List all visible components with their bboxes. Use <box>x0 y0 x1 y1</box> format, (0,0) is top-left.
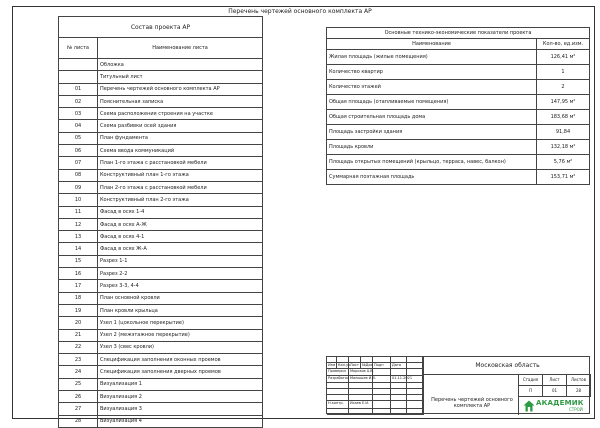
indicators-table-body <box>327 50 590 185</box>
sheet-number: 03 <box>59 108 98 120</box>
stamp-h-sheet: Лист <box>543 375 567 386</box>
sheet-name: Узел 2 (межэтажное перекрытие) <box>98 329 263 341</box>
table-row <box>59 95 263 107</box>
stamp-cell <box>407 409 423 415</box>
table-row <box>59 218 263 230</box>
sheet-number: 11 <box>59 206 98 218</box>
indicator-name: Суммарная поэтажная площадь <box>327 170 537 185</box>
sheet-number: 14 <box>59 243 98 255</box>
table-row <box>59 354 263 366</box>
stamp-v-stadiya: П <box>519 386 543 397</box>
indicator-name: Общая площадь (отапливаемые помещения) <box>327 95 537 110</box>
table-row <box>59 304 263 316</box>
sheet-name: План 2-го этажа с расстановкой мебели <box>98 181 263 193</box>
sheet-number: 01 <box>59 83 98 95</box>
sheet-number: 27 <box>59 403 98 415</box>
stamp-role-proveril: Проверил <box>327 369 349 376</box>
sheet-name: План кровли крыльца <box>98 304 263 316</box>
sheet-number: 21 <box>59 329 98 341</box>
sheet-name: Спецификация заполнения дверных проемов <box>98 366 263 378</box>
col-indicator-value: Кол-во, ед.изм. <box>537 39 590 50</box>
sheet-number: 07 <box>59 157 98 169</box>
stamp-role-kontrol: Н.контр. <box>327 401 349 409</box>
table-row <box>59 341 263 353</box>
stamp-h-list: Лист <box>349 363 361 369</box>
title-block-signatures <box>327 357 423 415</box>
stamp-h-stadiya: Стадия <box>519 375 543 386</box>
table-row <box>59 169 263 181</box>
sheet-name: Спецификация заполнения оконных проемов <box>98 354 263 366</box>
stamp-h-sheets: Листов <box>567 375 591 386</box>
sheet-number: 17 <box>59 280 98 292</box>
table-row <box>59 403 263 415</box>
title-block <box>326 356 590 414</box>
indicator-value: 153,71 м² <box>537 170 590 185</box>
indicator-value: 91,84 <box>537 125 590 140</box>
table-row <box>327 80 590 95</box>
sheet-number: 10 <box>59 194 98 206</box>
stamp-v-sheets: 28 <box>567 386 591 397</box>
indicator-name: Жилая площадь (жилые помещения) <box>327 50 537 65</box>
sheet-name: Схема расположения строения на участке <box>98 108 263 120</box>
logo-house-icon <box>523 400 535 412</box>
sheet-name: Обложка <box>98 59 263 71</box>
sheet-number: 23 <box>59 354 98 366</box>
stamp-cell <box>407 376 423 383</box>
sheets-table-caption: Состав проекта АР <box>59 17 263 38</box>
stamp-date-value: 01.11.2021 <box>391 376 407 383</box>
stamp-cell <box>373 369 391 376</box>
sheet-name: Визуализация 4 <box>98 415 263 427</box>
sheet-number: 16 <box>59 268 98 280</box>
table-row <box>59 292 263 304</box>
sheet-number: 26 <box>59 391 98 403</box>
stamp-h-koluch: Кол.уч <box>338 363 351 367</box>
table-row <box>59 391 263 403</box>
indicator-name: Количество квартир <box>327 65 537 80</box>
stamp-h-data: Дата <box>391 363 407 369</box>
stamp-stage-grid <box>519 375 591 397</box>
table-row <box>327 140 590 155</box>
stamp-cell <box>391 409 407 415</box>
col-indicator-name: Наименование <box>327 39 537 50</box>
sheet-number: 18 <box>59 292 98 304</box>
table-row <box>59 132 263 144</box>
table-row <box>59 194 263 206</box>
sheet-number: 04 <box>59 120 98 132</box>
table-row <box>59 145 263 157</box>
stamp-cell <box>373 409 391 415</box>
sheet-name: Узел 3 (свес кровли) <box>98 341 263 353</box>
sheet-name: Конструктивный план 1-го этажа <box>98 169 263 181</box>
stamp-cell <box>373 401 391 409</box>
stamp-h-podp: Подп <box>373 363 391 369</box>
indicator-value: 2 <box>537 80 590 95</box>
col-sheet-number: № листа <box>59 38 98 59</box>
stamp-cell <box>373 376 391 383</box>
indicator-value: 5,76 м² <box>537 155 590 170</box>
sheet-number <box>59 71 98 83</box>
sheet-name: Фасад в осях Ж-А <box>98 243 263 255</box>
table-row <box>59 231 263 243</box>
table-row <box>59 181 263 193</box>
table-row <box>59 329 263 341</box>
table-row <box>59 120 263 132</box>
indicator-value: 1 <box>537 65 590 80</box>
sheet-name: Визуализация 3 <box>98 403 263 415</box>
sheet-number: 22 <box>59 341 98 353</box>
sheet-name: Схема разбивки осей здания <box>98 120 263 132</box>
sheet-number: 19 <box>59 304 98 316</box>
table-row <box>59 83 263 95</box>
stamp-h-izm: Изм <box>328 363 336 367</box>
table-row <box>327 50 590 65</box>
indicators-table-caption: Основные технико-экономические показатели проекта <box>327 28 590 39</box>
table-row <box>59 255 263 267</box>
stamp-cell <box>327 409 349 415</box>
sheet-number: 02 <box>59 95 98 107</box>
indicators-table <box>326 27 590 185</box>
sheet-number: 15 <box>59 255 98 267</box>
sheet-name: Узел 1 (цокольное перекрытие) <box>98 317 263 329</box>
col-sheet-name: Наименование листа <box>98 38 263 59</box>
indicator-value: 147,95 м² <box>537 95 590 110</box>
sheet-name: Схема ввода коммуникаций <box>98 145 263 157</box>
sheet-name: План фундамента <box>98 132 263 144</box>
stamp-name-proveril: Морозов А.В. <box>349 369 373 376</box>
logo-text-main: АКАДЕМИК <box>536 399 584 407</box>
sheets-table-body <box>59 59 263 428</box>
company-logo <box>523 399 591 413</box>
table-row <box>59 206 263 218</box>
indicator-value: 183,68 м² <box>537 110 590 125</box>
table-row <box>327 155 590 170</box>
table-row <box>327 65 590 80</box>
table-row <box>59 317 263 329</box>
stamp-v-sheet: 01 <box>543 386 567 397</box>
stamp-cell <box>391 369 407 376</box>
table-row <box>59 71 263 83</box>
sheet-name: План 1-го этажа с расстановкой мебели <box>98 157 263 169</box>
table-row <box>327 95 590 110</box>
stamp-doc-title: Перечень чертежей основного комплекта АР <box>431 397 513 409</box>
stamp-role-razrabotal: Разработал <box>327 376 349 383</box>
indicator-value: 132,18 м² <box>537 140 590 155</box>
stamp-cell <box>349 409 373 415</box>
sheets-list-table <box>58 16 263 428</box>
indicator-value: 126,41 м² <box>537 50 590 65</box>
logo-text-sub: СТРОЙ <box>569 407 583 412</box>
table-row <box>59 268 263 280</box>
sheet-number: 25 <box>59 378 98 390</box>
sheet-number: 08 <box>59 169 98 181</box>
sheet-number: 06 <box>59 145 98 157</box>
stamp-name-razrabotal: Малышев И.В. <box>349 376 373 383</box>
sheet-number: 12 <box>59 218 98 230</box>
table-row <box>59 415 263 427</box>
stamp-h-ndok: №Док <box>362 363 373 367</box>
sheet-name: Пояснительная записка <box>98 95 263 107</box>
sheet-name: Фасад в осях 1-4 <box>98 206 263 218</box>
stamp-cell <box>391 401 407 409</box>
sheet-number: 09 <box>59 181 98 193</box>
sheet-number: 28 <box>59 415 98 427</box>
sheet-name: Титульный лист <box>98 71 263 83</box>
stamp-name-kontrol: Исаев Е.И. <box>349 401 373 409</box>
stamp-region: Московская область <box>423 357 591 375</box>
sheet-number <box>59 59 98 71</box>
sheet-number: 24 <box>59 366 98 378</box>
stamp-cell <box>407 369 423 376</box>
table-row <box>327 110 590 125</box>
sheet-name: Разрез 2-2 <box>98 268 263 280</box>
sheet-name: Конструктивный план 2-го этажа <box>98 194 263 206</box>
indicator-name: Площадь открытых помещений (крыльцо, терраса, навес, балкон) <box>327 155 537 170</box>
table-row <box>327 125 590 140</box>
sheet-name: Фасад в осях 4-1 <box>98 231 263 243</box>
table-row <box>59 59 263 71</box>
sheet-name: План основной кровли <box>98 292 263 304</box>
sheet-number: 05 <box>59 132 98 144</box>
sheet-name: Разрез 1-1 <box>98 255 263 267</box>
sheet-name: Перечень чертежей основного комплекта АР <box>98 83 263 95</box>
sheet-name: Фасад в осях А-Ж <box>98 218 263 230</box>
sheet-name: Визуализация 1 <box>98 378 263 390</box>
indicator-name: Общая строительная площадь дома <box>327 110 537 125</box>
table-row <box>327 170 590 185</box>
sheet-number: 13 <box>59 231 98 243</box>
sheet-number: 20 <box>59 317 98 329</box>
table-row <box>59 366 263 378</box>
stamp-doc-title-cell <box>423 375 519 415</box>
table-row <box>59 280 263 292</box>
indicator-name: Количество этажей <box>327 80 537 95</box>
stamp-cell <box>407 401 423 409</box>
table-row <box>59 108 263 120</box>
table-row <box>59 378 263 390</box>
sheet-title: Перечень чертежей основного комплекта АР <box>228 8 372 15</box>
sheet-name: Разрез 3-3, 4-4 <box>98 280 263 292</box>
sheet-name: Визуализация 2 <box>98 391 263 403</box>
indicator-name: Площадь кровли <box>327 140 537 155</box>
indicator-name: Площадь застройки здания <box>327 125 537 140</box>
table-row <box>59 243 263 255</box>
table-row <box>59 157 263 169</box>
